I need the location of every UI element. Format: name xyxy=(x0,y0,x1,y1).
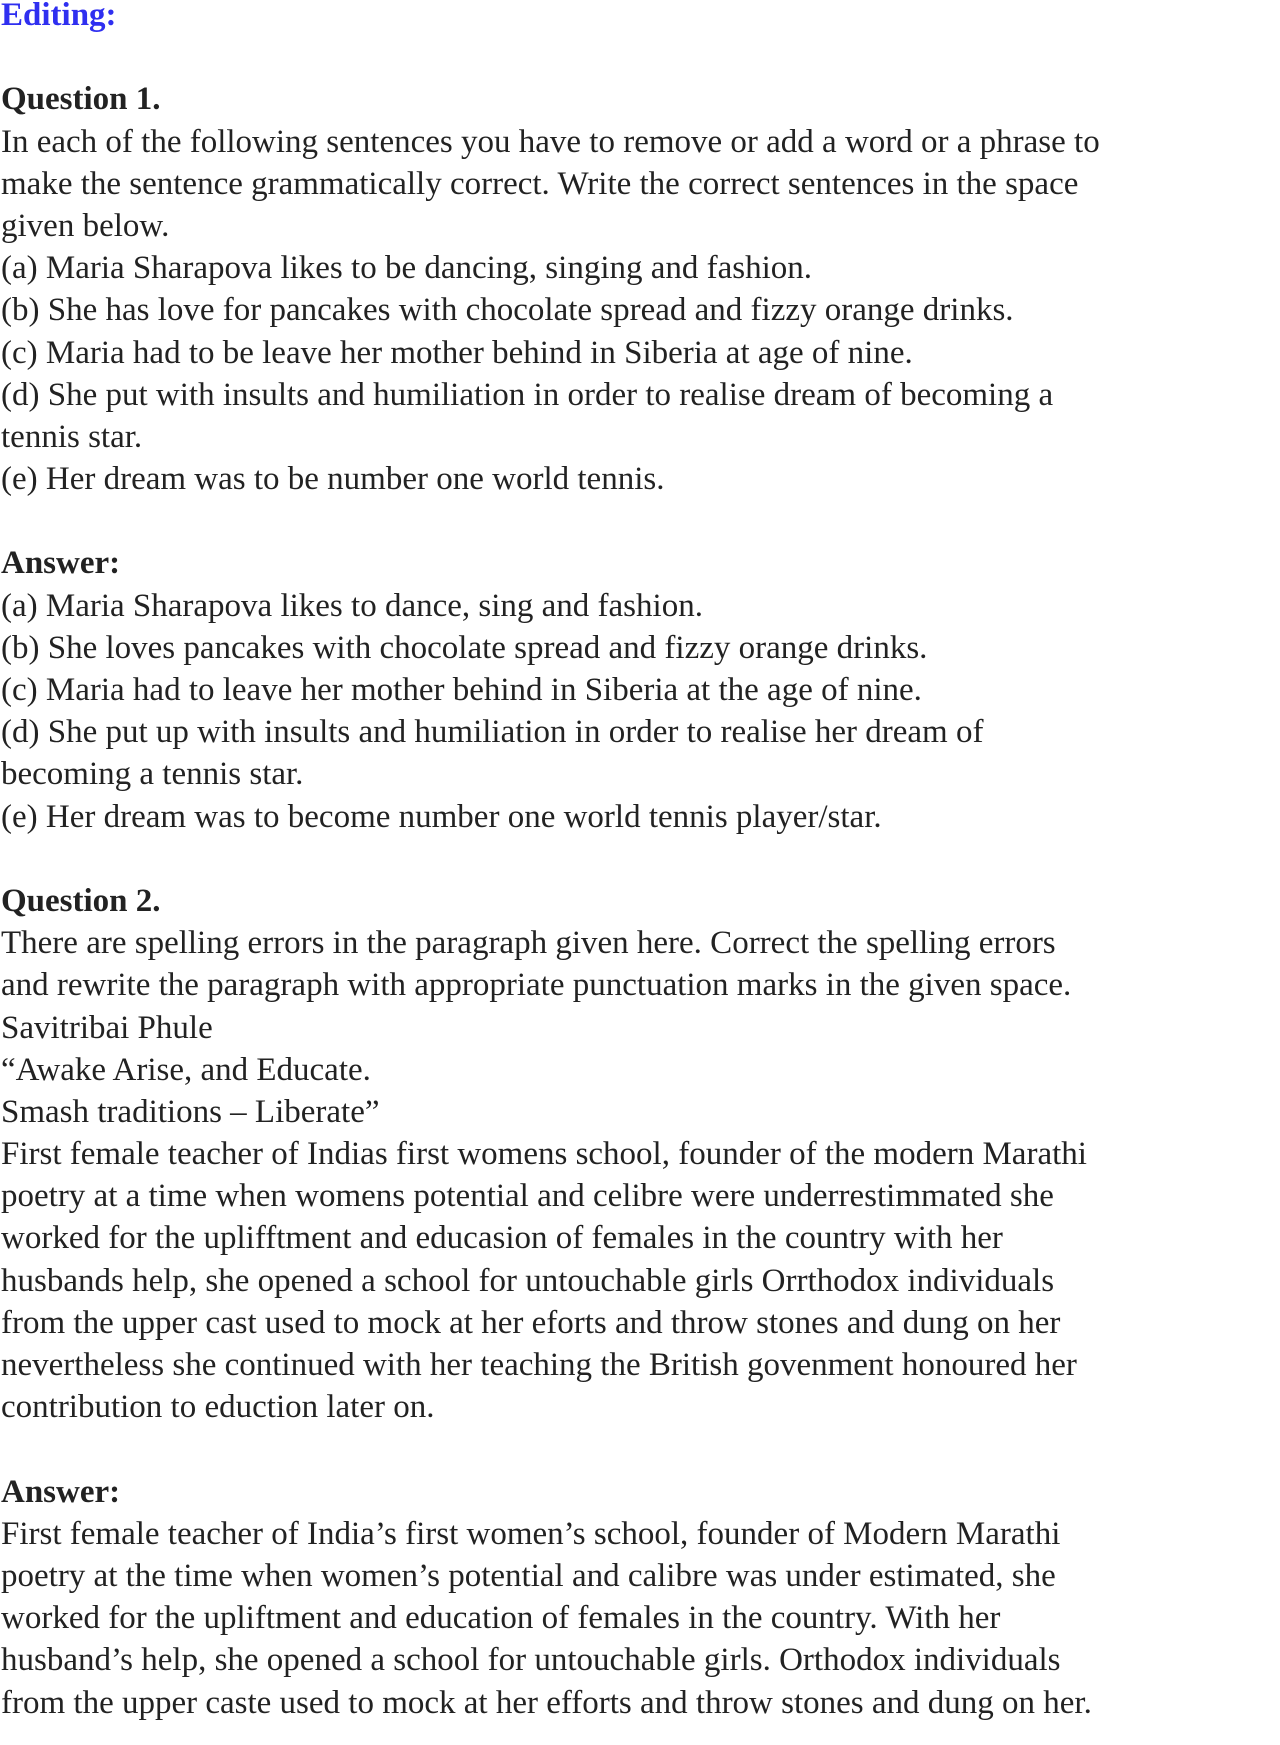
text-line: In each of the following sentences you have to remove or add a word or a phrase to xyxy=(1,123,1100,160)
answer-line: poetry at the time when women’s potential and calibre was under estimated, she xyxy=(1,1557,1056,1594)
answer-line: First female teacher of India’s first women’s school, founder of Modern Marathi xyxy=(1,1515,1061,1552)
answer-line: (b) She loves pancakes with chocolate spread and fizzy orange drinks. xyxy=(1,629,928,666)
text-line: (d) She put with insults and humiliation in order to realise dream of becoming a xyxy=(1,376,1054,413)
text-line: (e) Her dream was to be number one world tennis. xyxy=(1,461,665,498)
question-1-heading: Question 1. xyxy=(1,81,161,118)
answer-1-text xyxy=(1,585,1100,838)
answer-line: from the upper caste used to mock at her efforts and throw stones and dung on her. xyxy=(1,1684,1092,1721)
text-line: First female teacher of Indias first womens school, founder of the modern Marathi xyxy=(1,1136,1087,1173)
text-line: Smash traditions – Liberate” xyxy=(1,1093,380,1130)
spacer xyxy=(1,36,1100,78)
page-title: Editing: xyxy=(1,0,117,33)
answer-2-text xyxy=(1,1513,1100,1724)
document xyxy=(1,0,1100,1724)
answer-line: (d) She put up with insults and humiliation in order to realise her dream of xyxy=(1,714,984,751)
text-line: poetry at a time when womens potential and celibre were underrestimmated she xyxy=(1,1178,1054,1215)
text-line: given below. xyxy=(1,207,170,244)
answer-line: (c) Maria had to leave her mother behind in Siberia at the age of nine. xyxy=(1,672,922,708)
spacer xyxy=(1,500,1100,542)
text-line: from the upper cast used to mock at her eforts and throw stones and dung on her xyxy=(1,1304,1061,1341)
text-line: There are spelling errors in the paragraph given here. Correct the spelling errors xyxy=(1,925,1056,962)
text-line: “Awake Arise, and Educate. xyxy=(1,1051,371,1088)
answer-line: (a) Maria Sharapova likes to dance, sing and fashion. xyxy=(1,587,703,624)
question-1-text xyxy=(1,121,1100,501)
answer-line: worked for the upliftment and education of females in the country. With her xyxy=(1,1600,1001,1637)
answer-line: becoming a tennis star. xyxy=(1,756,304,793)
text-line: (b) She has love for pancakes with chocolate spread and fizzy orange drinks. xyxy=(1,292,1014,329)
text-line: tennis star. xyxy=(1,418,143,455)
text-line: and rewrite the paragraph with appropriate punctuation marks in the given space. xyxy=(1,967,1072,1004)
text-line: contribution to eduction later on. xyxy=(1,1389,435,1426)
text-line: worked for the uplifftment and educasion of females in the country with her xyxy=(1,1220,1003,1257)
question-2-heading: Question 2. xyxy=(1,882,161,919)
text-line: (a) Maria Sharapova likes to be dancing, singing and fashion. xyxy=(1,250,813,287)
answer-line: husband’s help, she opened a school for untouchable girls. Orthodox individuals xyxy=(1,1642,1061,1679)
text-line: Savitribai Phule xyxy=(1,1009,213,1046)
text-line: nevertheless she continued with her teaching the British govenment honoured her xyxy=(1,1347,1077,1383)
text-line: make the sentence grammatically correct. Write the correct sentences in the space xyxy=(1,165,1079,202)
question-2-text xyxy=(1,922,1100,1428)
answer-1-heading: Answer: xyxy=(1,545,121,582)
spacer xyxy=(1,1428,1100,1470)
answer-2-heading: Answer: xyxy=(1,1473,121,1510)
text-line: husbands help, she opened a school for untouchable girls Orrthodox individuals xyxy=(1,1262,1055,1299)
spacer xyxy=(1,838,1100,880)
answer-line: (e) Her dream was to become number one world tennis player/star. xyxy=(1,798,882,835)
text-line: (c) Maria had to be leave her mother behind in Siberia at age of nine. xyxy=(1,334,913,371)
